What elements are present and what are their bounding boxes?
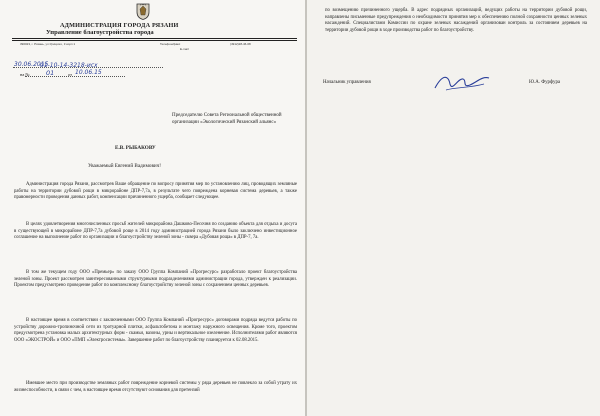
signatory-name: Ю.А. Фурфура bbox=[529, 80, 561, 85]
header-rule-thin bbox=[12, 40, 297, 41]
body-paragraph: по возмещению причиненного ущерба. В адрес подрядных организаций, ведущих работы на территории дубовой рощи, направлены письменные предупреждения о необходимости принятия мер к обеспечению полной сохранности ценных зеленых насаждений. Специалистами Комиссии по охране зеленых насаждений организован контроль за состоянием деревьев на территории дубовой рощи в ходе производства работ по благоустройству. bbox=[325, 8, 587, 33]
phone-label: Телефон/факс bbox=[160, 42, 181, 46]
body-paragraph: В целях удовлетворения многочисленных просьб жителей микрорайона Дашково-Песочня по созданию объекта для отдыха и досуга в существующей в микрорайоне ДПР-7,7а дубовой роще в 2014 году администрацией города Рязани было заключено инвестиционное соглашение на выполнение работ по организации и благоустройству зеленой зоны - сквера «Дубовая роща» в ДПР-7, 7а. bbox=[14, 222, 297, 241]
phone-value: (4912)28-46-68 bbox=[230, 42, 251, 46]
addressee-block: Председателю Совета Региональной общественной организации «Экологический Рязанский альянс» bbox=[172, 113, 282, 125]
coat-of-arms-icon bbox=[136, 3, 150, 20]
outgoing-number: 01-10-14-3218-исх bbox=[40, 62, 98, 69]
email-label: E-mail bbox=[180, 47, 189, 51]
body-paragraph: Имевшее место при производстве земляных работ повреждение корневой системы у ряда деревьев не повлекло за собой утрату их жизнеспособности, в связи с чем, в настоящее время отсутствуют основания для претензий bbox=[14, 381, 297, 393]
org-address: 390023, г. Рязань, ул.Урицкого, 3 корп 1 bbox=[20, 42, 76, 46]
reference-number-label: на № bbox=[20, 72, 30, 77]
body-paragraph: В настоящее время в соответствии с заключенными ООО Группа Компаний «Прогресурс» договорами подряда ведутся работы по устройству дорожно-тропиночной сети из тротуарной плитки, асфальтобетона и монтажу наружного освещения. Кроме того, проектом предусмотрена установка малых архитектурных форм - скамьи, вазоны, урны и вертикальное озеленение. Исполнителями работ являются ООО «ЭКОСТРОЙ» и ООО «ПМП «Электросистемы». Завершение работ по благоустройству планируется к 02.08.2015. bbox=[14, 318, 297, 343]
dotted-line bbox=[13, 67, 163, 68]
reference-date: 10.06.15 bbox=[75, 69, 102, 76]
greeting: Уважаемый Евгений Вадимович! bbox=[88, 163, 162, 169]
dotted-line bbox=[25, 76, 125, 77]
body-paragraph: Администрация города Рязани, рассмотрев Ваше обращение по вопросу принятия мер по установлению лиц, проводящих земляные работы на территории дубовой рощи в микрорайоне ДПР-7,7а, в результате чего повреждена корневая система деревьев, а также правомерности проведения данных работ, компенсации причиненного ущерба, сообщает следующее. bbox=[14, 182, 297, 201]
signatory-title: Начальник управления bbox=[323, 80, 371, 85]
letter-page-2 bbox=[307, 0, 600, 416]
outgoing-date: 30.06.2015 bbox=[14, 61, 49, 68]
body-paragraph: В том же текущем году ООО «Премьер» по заказу ООО Группа Компаний «Прогресурс» разработало проект благоустройства зеленой зоны. Проект рассмотрен заинтересованными структурными подразделениями администрации города, утвержден к реализации. Проектом предусмотрено проведение работ по комплексному благоустройству зеленой зоны с сохранением ценных деревьев. bbox=[14, 270, 297, 289]
reference-number: 01 bbox=[46, 69, 55, 77]
org-name: АДМИНИСТРАЦИЯ ГОРОДА РЯЗАНИ bbox=[60, 22, 179, 29]
signature-image bbox=[432, 70, 492, 95]
header-rule bbox=[12, 38, 297, 39]
reference-date-label: от bbox=[68, 72, 73, 77]
addressee-name: Е.В. РЫБАКОВУ bbox=[115, 145, 156, 151]
department-name: Управление благоустройства города bbox=[46, 29, 154, 36]
